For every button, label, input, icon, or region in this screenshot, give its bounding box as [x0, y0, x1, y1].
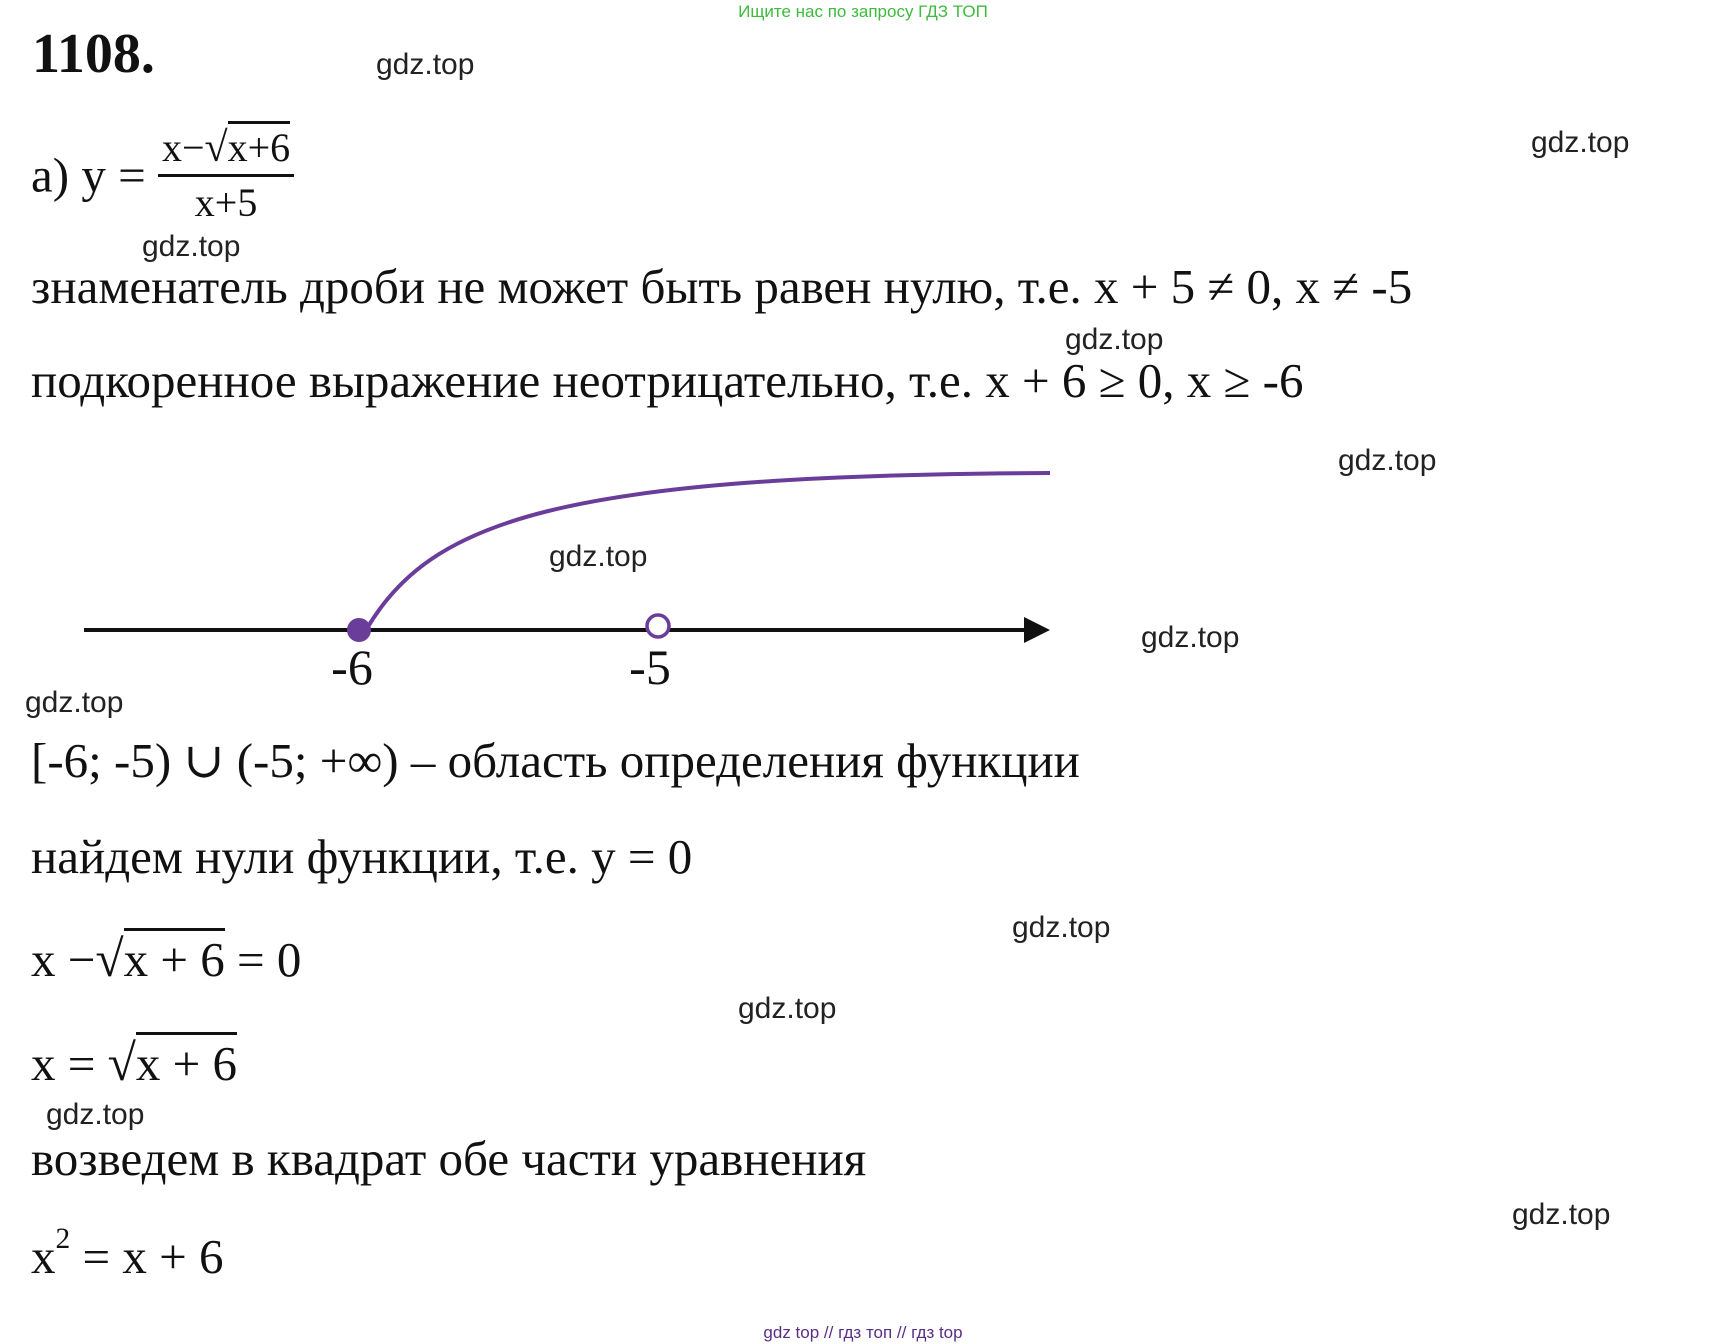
fraction-denominator: x+5 — [194, 180, 258, 225]
problem-number: 1108. — [32, 23, 155, 85]
function-formula — [31, 124, 294, 226]
sqrt-curve — [366, 473, 1050, 630]
eq3-base: x — [31, 1229, 56, 1284]
domain-line: [-6; -5) ∪ (-5; +∞) – область определения функции — [31, 733, 1080, 788]
sqrt-sign: √ — [204, 125, 228, 171]
watermark: gdz.top — [376, 48, 475, 81]
equation-2 — [31, 1034, 237, 1093]
radicand-condition: подкоренное выражение неотрицательно, т.е. x + 6 ≥ 0, x ≥ -6 — [31, 353, 1304, 408]
watermark: gdz.top — [1531, 126, 1630, 159]
zeros-line: найдем нули функции, т.е. y = 0 — [31, 829, 693, 884]
eq1-right: = 0 — [237, 932, 302, 987]
equation-3 — [31, 1223, 224, 1285]
numerator-x: x− — [161, 125, 205, 170]
number-line — [0, 440, 1726, 700]
watermark: gdz.top — [738, 992, 837, 1025]
footer: gdz top // гдз топ // гдз top — [763, 1323, 963, 1342]
top-banner: Ищите нас по запросу ГДЗ ТОП — [738, 2, 988, 21]
watermark: gdz.top — [142, 230, 241, 263]
fraction-numerator — [158, 124, 294, 177]
watermark: gdz.top — [549, 540, 648, 573]
formula-label: а) y = — [31, 147, 146, 203]
watermark: gdz.top — [1512, 1198, 1611, 1231]
axis-arrow-icon — [1024, 617, 1050, 643]
denominator-condition: знаменатель дроби не может быть равен нулю, т.е. x + 5 ≠ 0, x ≠ -5 — [31, 259, 1413, 314]
eq2-left: x = — [31, 1036, 96, 1091]
formula-fraction — [158, 124, 294, 226]
label-minus-5: -5 — [629, 639, 671, 695]
watermark: gdz.top — [25, 686, 124, 719]
watermark: gdz.top — [1141, 621, 1240, 654]
numerator-radicand: x+6 — [228, 121, 291, 170]
watermark: gdz.top — [1012, 911, 1111, 944]
eq1-left: x − — [31, 932, 96, 987]
equation-1 — [31, 930, 301, 989]
sqrt-sign: √ — [107, 1035, 136, 1092]
eq3-rest: = x + 6 — [82, 1229, 224, 1284]
eq2-radicand: x + 6 — [136, 1032, 237, 1091]
square-both-sides: возведем в квадрат обе части уравнения — [31, 1131, 867, 1186]
sqrt-sign: √ — [95, 931, 124, 988]
watermark: gdz.top — [1065, 323, 1164, 356]
label-minus-6: -6 — [331, 639, 373, 695]
eq3-exponent: 2 — [55, 1223, 71, 1256]
point-minus-5 — [647, 615, 669, 637]
watermark: gdz.top — [1338, 444, 1437, 477]
eq1-radicand: x + 6 — [124, 928, 225, 987]
watermark: gdz.top — [46, 1098, 145, 1131]
